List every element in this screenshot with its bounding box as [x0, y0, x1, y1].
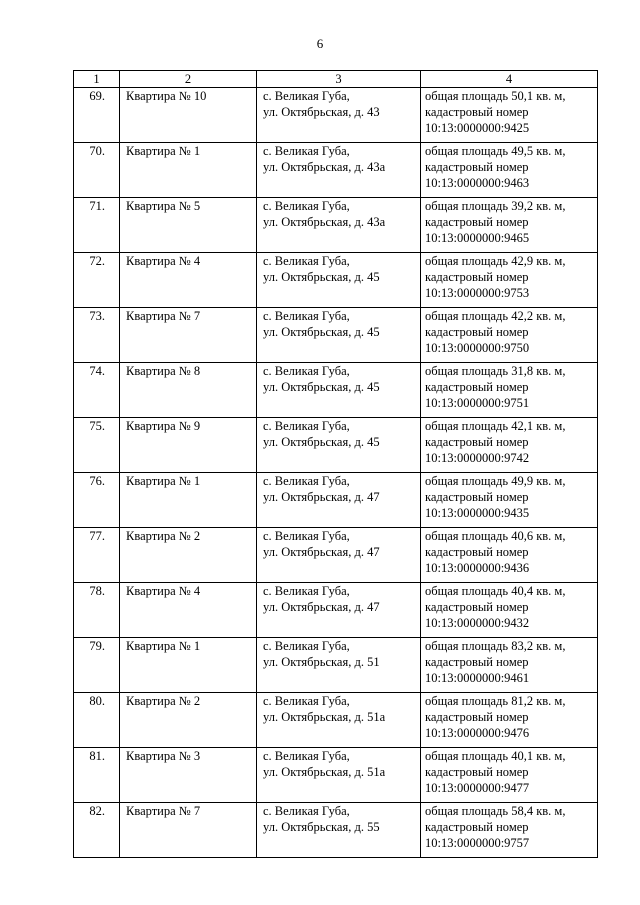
object-name: Квартира № 8	[120, 363, 257, 418]
address-cell	[257, 638, 421, 693]
cadastral-number: 10:13:0000000:9757	[425, 836, 530, 850]
row-number: 69.	[74, 88, 120, 143]
cadastral-label: кадастровый номер	[425, 105, 529, 119]
table-row	[74, 363, 598, 418]
address-cell	[257, 308, 421, 363]
area-text: общая площадь 58,4 кв. м,	[425, 804, 566, 818]
table-row	[74, 143, 598, 198]
address-street: ул. Октябрьская, д. 45	[263, 270, 380, 284]
row-number: 77.	[74, 528, 120, 583]
area-text: общая площадь 40,4 кв. м,	[425, 584, 566, 598]
cadastral-label: кадастровый номер	[425, 600, 529, 614]
column-header: 4	[421, 71, 598, 88]
address-street: ул. Октябрьская, д. 51а	[263, 710, 386, 724]
row-number: 70.	[74, 143, 120, 198]
address-street: ул. Октябрьская, д. 43	[263, 105, 380, 119]
table-row	[74, 693, 598, 748]
cadastral-number: 10:13:0000000:9742	[425, 451, 530, 465]
description-cell	[421, 308, 598, 363]
object-name: Квартира № 10	[120, 88, 257, 143]
area-text: общая площадь 49,5 кв. м,	[425, 144, 566, 158]
object-name: Квартира № 3	[120, 748, 257, 803]
address-locality: с. Великая Губа,	[263, 749, 350, 763]
cadastral-number: 10:13:0000000:9461	[425, 671, 530, 685]
area-text: общая площадь 81,2 кв. м,	[425, 694, 566, 708]
table-row	[74, 308, 598, 363]
address-locality: с. Великая Губа,	[263, 309, 350, 323]
column-header: 1	[74, 71, 120, 88]
property-table	[73, 70, 598, 858]
row-number: 76.	[74, 473, 120, 528]
row-number: 79.	[74, 638, 120, 693]
address-cell	[257, 88, 421, 143]
address-street: ул. Октябрьская, д. 51	[263, 655, 380, 669]
cadastral-label: кадастровый номер	[425, 765, 529, 779]
address-locality: с. Великая Губа,	[263, 694, 350, 708]
table-row	[74, 253, 598, 308]
address-locality: с. Великая Губа,	[263, 584, 350, 598]
address-cell	[257, 363, 421, 418]
cadastral-label: кадастровый номер	[425, 380, 529, 394]
cadastral-label: кадастровый номер	[425, 325, 529, 339]
address-street: ул. Октябрьская, д. 47	[263, 490, 380, 504]
header-row	[74, 71, 598, 88]
table-body	[74, 88, 598, 858]
cadastral-number: 10:13:0000000:9425	[425, 121, 530, 135]
row-number: 81.	[74, 748, 120, 803]
row-number: 75.	[74, 418, 120, 473]
address-street: ул. Октябрьская, д. 55	[263, 820, 380, 834]
address-street: ул. Октябрьская, д. 47	[263, 600, 380, 614]
area-text: общая площадь 39,2 кв. м,	[425, 199, 566, 213]
cadastral-number: 10:13:0000000:9435	[425, 506, 530, 520]
row-number: 82.	[74, 803, 120, 858]
cadastral-label: кадастровый номер	[425, 270, 529, 284]
description-cell	[421, 693, 598, 748]
description-cell	[421, 528, 598, 583]
address-cell	[257, 473, 421, 528]
table-row	[74, 418, 598, 473]
address-cell	[257, 143, 421, 198]
description-cell	[421, 748, 598, 803]
address-locality: с. Великая Губа,	[263, 199, 350, 213]
address-locality: с. Великая Губа,	[263, 474, 350, 488]
cadastral-number: 10:13:0000000:9750	[425, 341, 530, 355]
description-cell	[421, 473, 598, 528]
cadastral-label: кадастровый номер	[425, 710, 529, 724]
address-cell	[257, 583, 421, 638]
description-cell	[421, 638, 598, 693]
cadastral-number: 10:13:0000000:9465	[425, 231, 530, 245]
description-cell	[421, 803, 598, 858]
column-header: 3	[257, 71, 421, 88]
address-street: ул. Октябрьская, д. 45	[263, 380, 380, 394]
row-number: 74.	[74, 363, 120, 418]
table-row	[74, 803, 598, 858]
cadastral-label: кадастровый номер	[425, 435, 529, 449]
row-number: 80.	[74, 693, 120, 748]
description-cell	[421, 253, 598, 308]
area-text: общая площадь 40,6 кв. м,	[425, 529, 566, 543]
description-cell	[421, 88, 598, 143]
object-name: Квартира № 4	[120, 253, 257, 308]
object-name: Квартира № 7	[120, 308, 257, 363]
area-text: общая площадь 50,1 кв. м,	[425, 89, 566, 103]
description-cell	[421, 143, 598, 198]
address-locality: с. Великая Губа,	[263, 419, 350, 433]
address-locality: с. Великая Губа,	[263, 529, 350, 543]
object-name: Квартира № 4	[120, 583, 257, 638]
object-name: Квартира № 1	[120, 473, 257, 528]
address-locality: с. Великая Губа,	[263, 639, 350, 653]
description-cell	[421, 198, 598, 253]
area-text: общая площадь 42,2 кв. м,	[425, 309, 566, 323]
address-cell	[257, 748, 421, 803]
object-name: Квартира № 2	[120, 528, 257, 583]
description-cell	[421, 418, 598, 473]
address-locality: с. Великая Губа,	[263, 364, 350, 378]
table-row	[74, 528, 598, 583]
area-text: общая площадь 42,1 кв. м,	[425, 419, 566, 433]
address-street: ул. Октябрьская, д. 43а	[263, 215, 386, 229]
address-street: ул. Октябрьская, д. 45	[263, 325, 380, 339]
area-text: общая площадь 49,9 кв. м,	[425, 474, 566, 488]
row-number: 78.	[74, 583, 120, 638]
cadastral-number: 10:13:0000000:9751	[425, 396, 530, 410]
row-number: 73.	[74, 308, 120, 363]
cadastral-number: 10:13:0000000:9753	[425, 286, 530, 300]
cadastral-label: кадастровый номер	[425, 820, 529, 834]
cadastral-label: кадастровый номер	[425, 490, 529, 504]
object-name: Квартира № 5	[120, 198, 257, 253]
object-name: Квартира № 1	[120, 143, 257, 198]
area-text: общая площадь 31,8 кв. м,	[425, 364, 566, 378]
address-locality: с. Великая Губа,	[263, 804, 350, 818]
object-name: Квартира № 2	[120, 693, 257, 748]
address-cell	[257, 198, 421, 253]
table-row	[74, 748, 598, 803]
cadastral-label: кадастровый номер	[425, 655, 529, 669]
table-row	[74, 88, 598, 143]
object-name: Квартира № 1	[120, 638, 257, 693]
table-row	[74, 473, 598, 528]
address-locality: с. Великая Губа,	[263, 89, 350, 103]
object-name: Квартира № 9	[120, 418, 257, 473]
address-cell	[257, 418, 421, 473]
address-cell	[257, 528, 421, 583]
address-cell	[257, 693, 421, 748]
address-street: ул. Октябрьская, д. 43а	[263, 160, 386, 174]
column-header: 2	[120, 71, 257, 88]
cadastral-label: кадастровый номер	[425, 160, 529, 174]
cadastral-number: 10:13:0000000:9477	[425, 781, 530, 795]
row-number: 72.	[74, 253, 120, 308]
address-street: ул. Октябрьская, д. 45	[263, 435, 380, 449]
address-cell	[257, 253, 421, 308]
table-row	[74, 198, 598, 253]
address-cell	[257, 803, 421, 858]
object-name: Квартира № 7	[120, 803, 257, 858]
area-text: общая площадь 40,1 кв. м,	[425, 749, 566, 763]
cadastral-label: кадастровый номер	[425, 545, 529, 559]
area-text: общая площадь 42,9 кв. м,	[425, 254, 566, 268]
cadastral-number: 10:13:0000000:9436	[425, 561, 530, 575]
page-number: 6	[316, 36, 324, 51]
description-cell	[421, 583, 598, 638]
cadastral-number: 10:13:0000000:9476	[425, 726, 530, 740]
address-street: ул. Октябрьская, д. 51а	[263, 765, 386, 779]
address-street: ул. Октябрьская, д. 47	[263, 545, 380, 559]
address-locality: с. Великая Губа,	[263, 144, 350, 158]
table-row	[74, 638, 598, 693]
cadastral-label: кадастровый номер	[425, 215, 529, 229]
table-row	[74, 583, 598, 638]
cadastral-number: 10:13:0000000:9432	[425, 616, 530, 630]
description-cell	[421, 363, 598, 418]
row-number: 71.	[74, 198, 120, 253]
area-text: общая площадь 83,2 кв. м,	[425, 639, 566, 653]
cadastral-number: 10:13:0000000:9463	[425, 176, 530, 190]
address-locality: с. Великая Губа,	[263, 254, 350, 268]
